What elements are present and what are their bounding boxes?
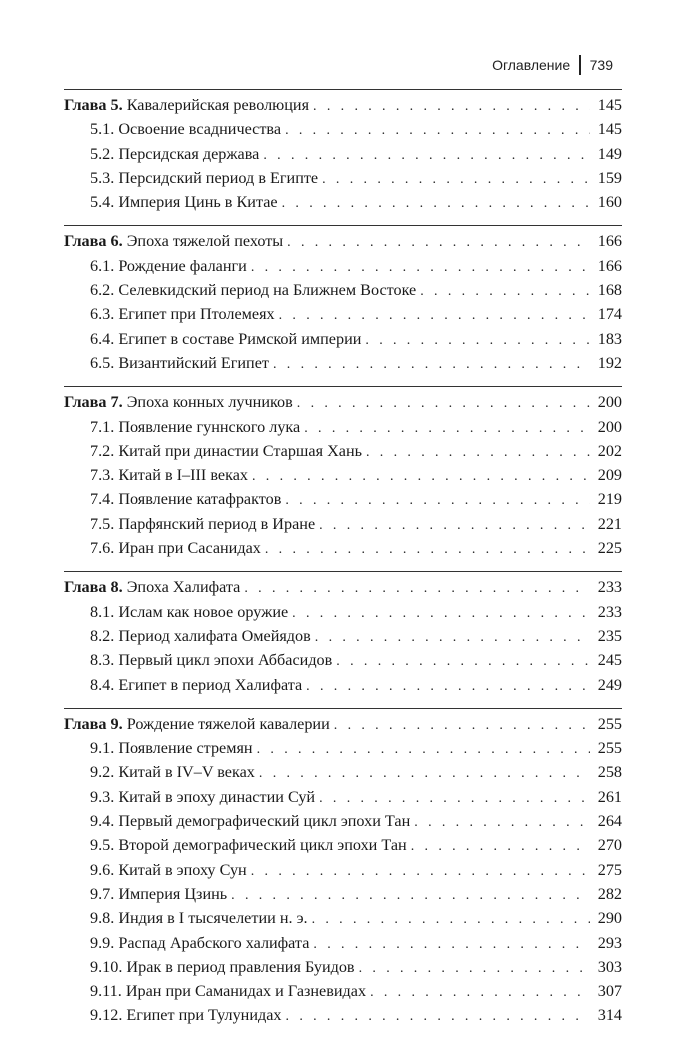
toc-section-entry[interactable] [64, 536, 622, 560]
section-title: 8.3. Первый цикл эпохи Аббасидов [90, 651, 333, 670]
leader-dots [273, 353, 590, 377]
toc-section-entry[interactable] [64, 624, 622, 648]
leader-dots [414, 811, 590, 835]
toc-section-entry[interactable] [64, 648, 622, 672]
toc-section-entry[interactable] [64, 439, 622, 463]
section-title: 9.11. Иран при Саманидах и Газневидах [90, 982, 367, 1001]
section-title: 6.4. Египет в составе Римской империи [90, 329, 362, 348]
chapter-title: Кавалерийская революция [126, 96, 310, 114]
leader-dots [292, 602, 590, 626]
leader-dots [365, 329, 590, 353]
chapter-title: Эпоха Халифата [126, 578, 241, 597]
leader-dots [265, 538, 590, 562]
chapter-page: 166 [597, 232, 622, 251]
section-page: 258 [597, 763, 622, 782]
chapter-title-text [64, 93, 309, 117]
leader-dots [231, 884, 590, 908]
section-page: 145 [597, 120, 622, 139]
section-page: 221 [597, 514, 622, 533]
toc-section-entry[interactable] [64, 760, 622, 784]
toc-section-entry[interactable] [64, 142, 622, 166]
section-page: 261 [597, 787, 622, 806]
section-page: 225 [597, 539, 622, 558]
chapter-title-text [64, 575, 240, 599]
section-page: 255 [597, 739, 622, 758]
toc-section-entry[interactable] [64, 858, 622, 882]
section-page: 233 [597, 602, 622, 621]
header-divider [579, 55, 581, 75]
section-page: 149 [597, 144, 622, 163]
chapter-title: Эпоха тяжелой пехоты [126, 232, 284, 251]
section-title: 6.1. Рождение фаланги [90, 256, 247, 275]
section-title: 5.1. Освоение всадничества [90, 120, 282, 139]
chapter-page: 255 [597, 714, 622, 733]
section-title: 7.6. Иран при Сасанидах [90, 539, 261, 558]
chapter-number: Глава 5. [64, 96, 123, 114]
toc-section-entry[interactable] [64, 785, 622, 809]
toc-section-entry[interactable] [64, 351, 622, 375]
leader-dots [336, 650, 590, 674]
chapter-number: Глава 8. [64, 578, 123, 597]
leader-dots [285, 489, 590, 513]
section-page: 275 [597, 860, 622, 879]
toc-section-entry[interactable] [64, 809, 622, 833]
section-title: 9.4. Первый демографический цикл эпохи Тан [90, 812, 411, 831]
toc-section-entry[interactable] [64, 278, 622, 302]
leader-dots [263, 144, 590, 168]
section-title: 9.6. Китай в эпоху Сун [90, 860, 247, 879]
toc-section-entry[interactable] [64, 882, 622, 906]
section-title: 7.3. Китай в I–III веках [90, 466, 248, 485]
leader-dots [251, 256, 590, 280]
section-title: 9.1. Появление стремян [90, 739, 253, 758]
section-page: 282 [597, 884, 622, 903]
section-title: 5.4. Империя Цинь в Китае [90, 193, 278, 212]
section-page: 314 [597, 1006, 622, 1025]
chapter-title-text [64, 390, 293, 414]
chapter-block [64, 571, 622, 696]
toc-section-entry[interactable] [64, 190, 622, 214]
toc-section-entry[interactable] [64, 600, 622, 624]
toc-section-entry[interactable] [64, 955, 622, 979]
running-header [492, 55, 613, 75]
section-page: 249 [597, 675, 622, 694]
section-page: 290 [597, 909, 622, 928]
leader-dots [366, 441, 590, 465]
leader-dots [322, 168, 590, 192]
toc-section-entry[interactable] [64, 463, 622, 487]
leader-dots [282, 192, 590, 216]
toc-section-entry[interactable] [64, 117, 622, 141]
header-page-number: 739 [589, 57, 613, 73]
toc-chapter-entry[interactable] [64, 229, 622, 253]
leader-dots [285, 119, 590, 143]
leader-dots [312, 908, 590, 932]
section-page: 307 [597, 982, 622, 1001]
toc-section-entry[interactable] [64, 931, 622, 955]
chapter-title: Эпоха конных лучников [126, 393, 293, 412]
leader-dots [315, 626, 590, 650]
chapter-page: 145 [597, 96, 622, 114]
header-section-title: Оглавление [492, 57, 571, 73]
section-page: 159 [597, 168, 622, 187]
section-title: 9.2. Китай в IV–V веках [90, 763, 255, 782]
toc-chapter-entry[interactable] [64, 93, 622, 117]
section-title: 9.9. Распад Арабского халифата [90, 933, 310, 952]
section-page: 174 [597, 305, 622, 324]
section-title: 6.3. Египет при Птолемеях [90, 305, 275, 324]
section-page: 202 [597, 441, 622, 460]
toc-section-entry[interactable] [64, 302, 622, 326]
toc-section-entry[interactable] [64, 487, 622, 511]
section-page: 303 [597, 957, 622, 976]
chapter-number: Глава 7. [64, 393, 123, 412]
chapter-page: 200 [597, 393, 622, 412]
chapter-block [64, 708, 622, 1028]
leader-dots [304, 417, 590, 441]
toc-section-entry[interactable] [64, 673, 622, 697]
toc-chapter-entry[interactable] [64, 390, 622, 414]
section-title: 8.2. Период халифата Омейядов [90, 626, 311, 645]
toc-section-entry[interactable] [64, 415, 622, 439]
chapter-title: Рождение тяжелой кавалерии [126, 714, 330, 733]
section-title: 9.5. Второй демографический цикл эпохи Тан [90, 836, 407, 855]
toc-section-entry[interactable] [64, 906, 622, 930]
toc-section-entry[interactable] [64, 512, 622, 536]
leader-dots [244, 577, 590, 601]
section-page: 219 [597, 490, 622, 509]
section-title: 7.1. Появление гуннского лука [90, 417, 301, 436]
leader-dots [420, 280, 590, 304]
section-title: 8.4. Египет в период Халифата [90, 675, 303, 694]
toc-section-entry[interactable] [64, 327, 622, 351]
leader-dots [313, 95, 590, 119]
section-page: 245 [597, 651, 622, 670]
section-page: 235 [597, 626, 622, 645]
toc-section-entry[interactable] [64, 166, 622, 190]
leader-dots [251, 860, 590, 884]
section-page: 160 [597, 193, 622, 212]
toc-section-entry[interactable] [64, 736, 622, 760]
toc-section-entry[interactable] [64, 979, 622, 1003]
section-page: 183 [597, 329, 622, 348]
chapter-title-text [64, 712, 330, 736]
table-of-contents [64, 89, 622, 1039]
leader-dots [411, 835, 590, 859]
section-title: 6.2. Селевкидский период на Ближнем Востоке [90, 281, 417, 300]
section-page: 200 [597, 417, 622, 436]
section-page: 264 [597, 812, 622, 831]
chapter-block [64, 386, 622, 560]
section-title: 9.8. Индия в I тысячелетии н. э. [90, 909, 308, 928]
leader-dots [252, 465, 590, 489]
toc-section-entry[interactable] [64, 254, 622, 278]
chapter-number: Глава 9. [64, 714, 123, 733]
leader-dots [259, 762, 590, 786]
leader-dots [297, 392, 590, 416]
chapter-title-text [64, 229, 283, 253]
leader-dots [313, 933, 590, 957]
chapter-block [64, 225, 622, 375]
toc-section-entry[interactable] [64, 1003, 622, 1027]
leader-dots [286, 1005, 590, 1029]
toc-chapter-entry[interactable] [64, 575, 622, 599]
leader-dots [257, 738, 590, 762]
section-page: 293 [597, 933, 622, 952]
section-title: 7.2. Китай при династии Старшая Хань [90, 441, 362, 460]
leader-dots [334, 714, 590, 738]
toc-section-entry[interactable] [64, 833, 622, 857]
chapter-block [64, 89, 622, 214]
chapter-number: Глава 6. [64, 232, 123, 251]
section-page: 270 [597, 836, 622, 855]
chapter-page: 233 [597, 578, 622, 597]
section-title: 5.2. Персидская держава [90, 144, 260, 163]
section-title: 5.3. Персидский период в Египте [90, 168, 319, 187]
section-page: 192 [597, 353, 622, 372]
leader-dots [319, 787, 590, 811]
section-title: 9.3. Китай в эпоху династии Суй [90, 787, 316, 806]
section-title: 9.10. Ирак в период правления Буидов [90, 957, 355, 976]
leader-dots [279, 304, 590, 328]
section-title: 9.12. Египет при Тулунидах [90, 1006, 282, 1025]
leader-dots [370, 981, 590, 1005]
leader-dots [306, 675, 590, 699]
leader-dots [287, 231, 590, 255]
section-title: 6.5. Византийский Египет [90, 353, 269, 372]
section-title: 8.1. Ислам как новое оружие [90, 602, 289, 621]
section-page: 166 [597, 256, 622, 275]
section-page: 168 [597, 281, 622, 300]
section-title: 7.4. Появление катафрактов [90, 490, 282, 509]
section-title: 9.7. Империя Цзинь [90, 884, 228, 903]
toc-chapter-entry[interactable] [64, 712, 622, 736]
leader-dots [319, 514, 590, 538]
section-title: 7.5. Парфянский период в Иране [90, 514, 316, 533]
section-page: 209 [597, 466, 622, 485]
leader-dots [359, 957, 590, 981]
